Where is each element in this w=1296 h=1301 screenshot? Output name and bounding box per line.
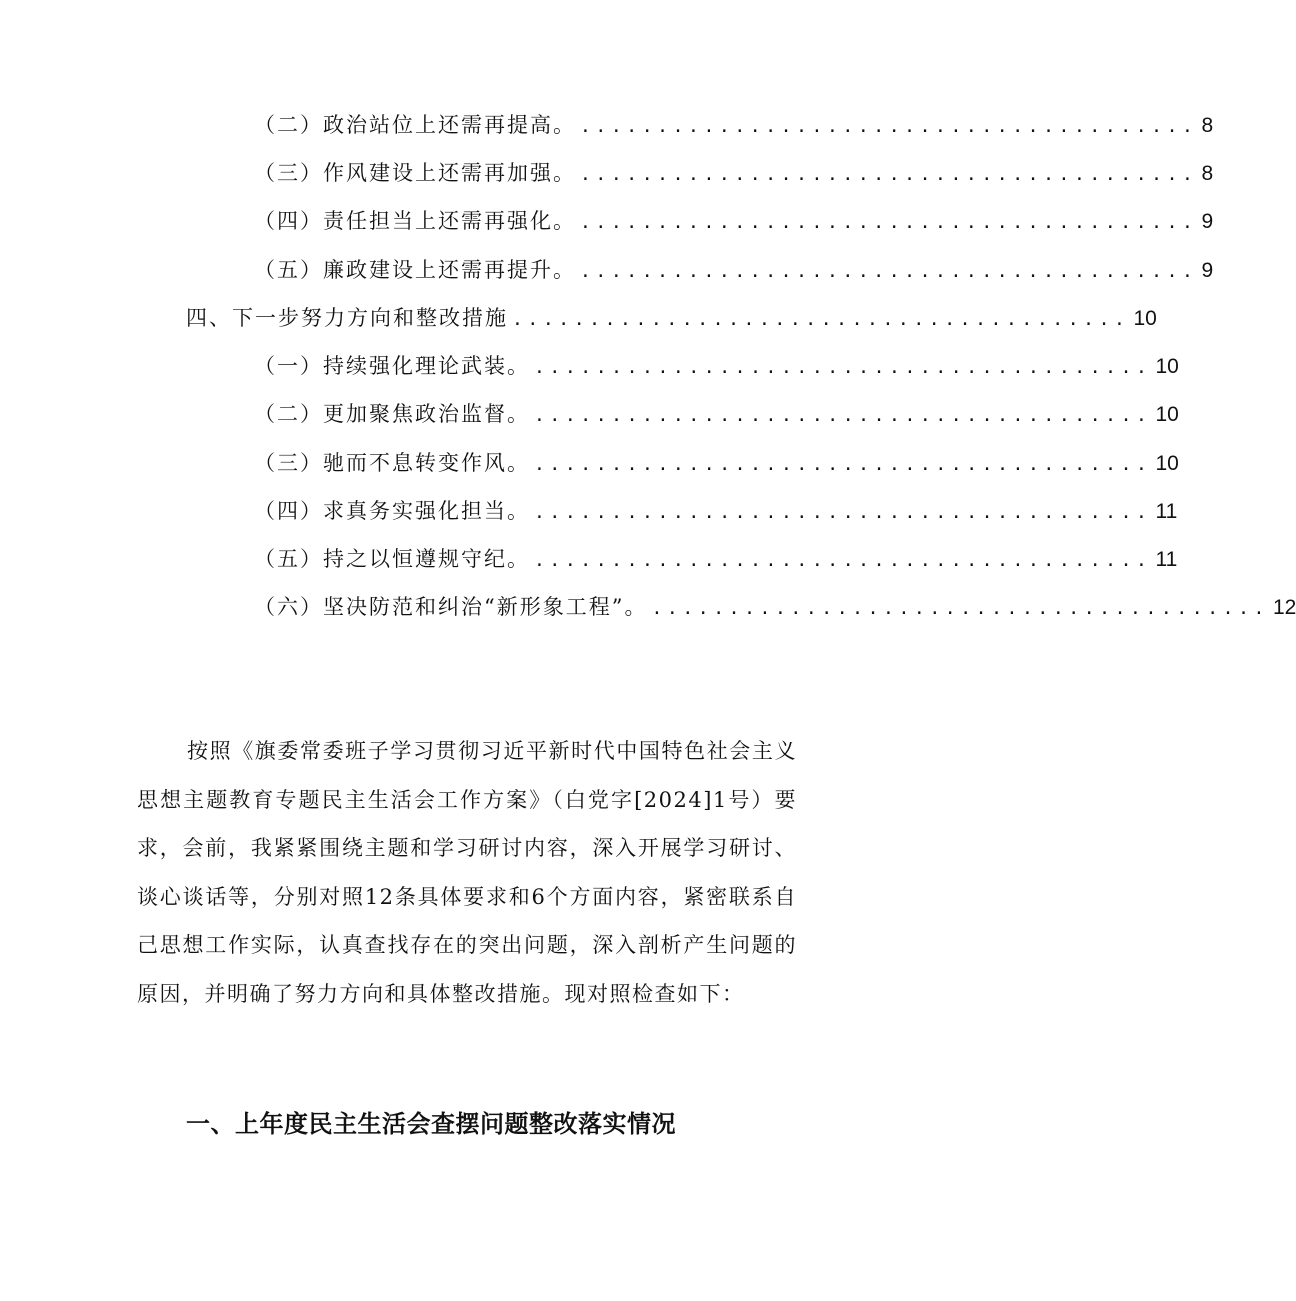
toc-page-number: 9 bbox=[1201, 259, 1214, 282]
intro-paragraph: 按照《旗委常委班子学习贯彻习近平新时代中国特色社会主义思想主题教育专题民主生活会工作方案》（白党字[2024]1号）要求，会前，我紧紧围绕主题和学习研讨内容，深入开展学习研讨、谈心谈话等，分别对照12条具体要求和6个方面内容，紧密联系自己思想工作实际，认真查找存在的突出问题，深入剖析产生问题的原因，并明确了努力方向和具体整改措施。现对照检查如下： bbox=[137, 739, 797, 1006]
toc-leader-dots: ........................................ bbox=[580, 164, 1198, 185]
toc-entry[interactable] bbox=[254, 255, 1214, 285]
toc-page-number: 11 bbox=[1155, 500, 1178, 523]
toc-entry-title: （三）作风建设上还需再加强。 bbox=[254, 161, 576, 185]
toc-entry-title: （四）责任担当上还需再强化。 bbox=[254, 209, 576, 233]
toc-page-number: 12 bbox=[1272, 596, 1296, 619]
toc-entry[interactable] bbox=[254, 496, 1178, 526]
toc-leader-dots: ........................................ bbox=[534, 405, 1152, 426]
toc-leader-dots: ........................................ bbox=[534, 502, 1152, 523]
toc-entry-title: （五）廉政建设上还需再提升。 bbox=[254, 258, 576, 282]
toc-leader-dots: ........................................ bbox=[534, 550, 1152, 571]
toc-entry-title: （四）求真务实强化担当。 bbox=[254, 499, 530, 523]
toc-entry-title: （三）驰而不息转变作风。 bbox=[254, 451, 530, 475]
toc-entry[interactable] bbox=[186, 303, 1157, 333]
toc-entry[interactable] bbox=[254, 448, 1179, 478]
toc-entry[interactable] bbox=[254, 592, 1296, 622]
toc-page-number: 9 bbox=[1201, 210, 1214, 233]
toc-leader-dots: ........................................ bbox=[651, 598, 1269, 619]
toc-entry-title: （五）持之以恒遵规守纪。 bbox=[254, 547, 530, 571]
toc-page-number: 10 bbox=[1155, 452, 1179, 475]
toc-leader-dots: ........................................ bbox=[580, 212, 1198, 233]
toc-entry[interactable] bbox=[254, 544, 1178, 574]
toc-entry[interactable] bbox=[254, 110, 1214, 140]
toc-entry-title: （二）政治站位上还需再提高。 bbox=[254, 113, 576, 137]
toc-entry-title: （六）坚决防范和纠治“新形象工程”。 bbox=[254, 595, 648, 619]
toc-entry[interactable] bbox=[254, 399, 1179, 429]
section-heading: 一、上年度民主生活会查摆问题整改落实情况 bbox=[186, 1110, 676, 1138]
toc-page-number: 11 bbox=[1155, 548, 1178, 571]
toc-page-number: 8 bbox=[1201, 162, 1214, 185]
toc-page-number: 10 bbox=[1133, 307, 1157, 330]
toc-entry[interactable] bbox=[254, 351, 1179, 381]
toc-entry-title: （一）持续强化理论武装。 bbox=[254, 354, 530, 378]
toc-entry-title: 四、下一步努力方向和整改措施 bbox=[186, 306, 508, 330]
toc-entry[interactable] bbox=[254, 158, 1214, 188]
toc-entry[interactable] bbox=[254, 206, 1214, 236]
toc-page-number: 10 bbox=[1155, 403, 1179, 426]
toc-page-number: 8 bbox=[1201, 114, 1214, 137]
toc-entry-title: （二）更加聚焦政治监督。 bbox=[254, 402, 530, 426]
toc-leader-dots: ........................................ bbox=[580, 261, 1198, 282]
toc-leader-dots: ........................................ bbox=[580, 116, 1198, 137]
toc-leader-dots: ........................................ bbox=[534, 357, 1152, 378]
toc-page-number: 10 bbox=[1155, 355, 1179, 378]
toc-leader-dots: ........................................ bbox=[512, 309, 1130, 330]
toc-leader-dots: ........................................ bbox=[534, 454, 1152, 475]
